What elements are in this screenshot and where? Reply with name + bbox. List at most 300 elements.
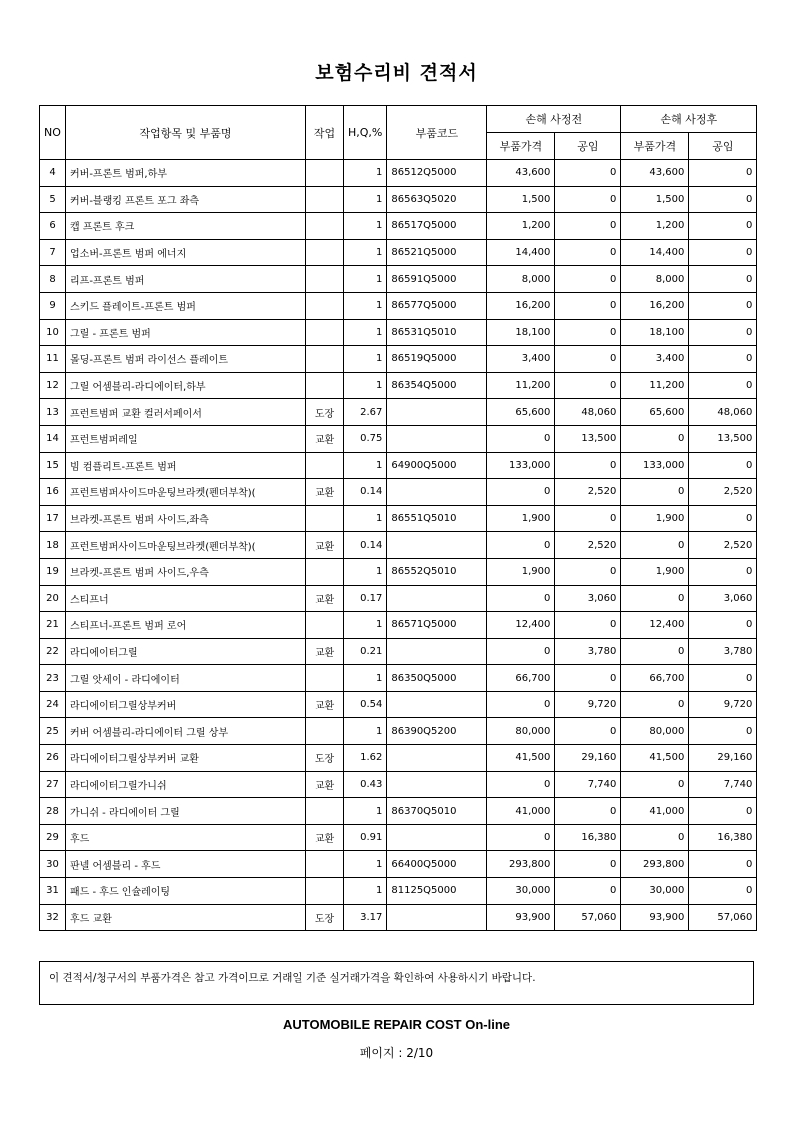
row-labor-before: 7,740 bbox=[555, 771, 621, 798]
row-no: 21 bbox=[40, 612, 66, 639]
row-work bbox=[306, 878, 344, 905]
row-part-code: 86519Q5000 bbox=[387, 346, 487, 373]
table-row bbox=[40, 771, 757, 798]
row-no: 32 bbox=[40, 904, 66, 931]
row-work: 도장 bbox=[306, 399, 344, 426]
row-labor-after: 0 bbox=[689, 452, 757, 479]
table-row bbox=[40, 266, 757, 293]
row-part-code bbox=[387, 904, 487, 931]
row-price-after: 0 bbox=[621, 532, 689, 559]
row-labor-after: 13,500 bbox=[689, 425, 757, 452]
row-labor-before: 3,060 bbox=[555, 585, 621, 612]
row-labor-after: 0 bbox=[689, 851, 757, 878]
table-row bbox=[40, 904, 757, 931]
row-price-after: 0 bbox=[621, 585, 689, 612]
row-item-name: 스티프너-프론트 범퍼 로어 bbox=[66, 612, 306, 639]
price-notice: 이 견적서/청구서의 부품가격은 참고 가격이므로 거래일 기준 실거래가격을 확인하여 사용하시기 바랍니다. bbox=[39, 961, 754, 1005]
row-work: 교환 bbox=[306, 479, 344, 506]
row-work: 교환 bbox=[306, 824, 344, 851]
row-labor-after: 0 bbox=[689, 346, 757, 373]
row-hq: 1 bbox=[344, 186, 387, 213]
row-price-before: 11,200 bbox=[487, 372, 555, 399]
row-price-after: 16,200 bbox=[621, 292, 689, 319]
row-item-name: 브라켓-프론트 범퍼 사이드,우측 bbox=[66, 558, 306, 585]
row-price-before: 133,000 bbox=[487, 452, 555, 479]
row-hq: 3.17 bbox=[344, 904, 387, 931]
row-hq: 0.14 bbox=[344, 479, 387, 506]
row-price-before: 43,600 bbox=[487, 160, 555, 187]
row-hq: 0.17 bbox=[344, 585, 387, 612]
row-labor-before: 0 bbox=[555, 346, 621, 373]
row-labor-before: 29,160 bbox=[555, 745, 621, 772]
row-hq: 1 bbox=[344, 718, 387, 745]
row-part-code bbox=[387, 425, 487, 452]
row-labor-after: 0 bbox=[689, 319, 757, 346]
row-part-code bbox=[387, 479, 487, 506]
row-price-before: 41,500 bbox=[487, 745, 555, 772]
row-labor-before: 2,520 bbox=[555, 479, 621, 506]
row-part-code: 86517Q5000 bbox=[387, 213, 487, 240]
row-hq: 0.91 bbox=[344, 824, 387, 851]
row-labor-before: 0 bbox=[555, 851, 621, 878]
row-item-name: 그릴 앗세이 - 라디에이터 bbox=[66, 665, 306, 692]
table-row bbox=[40, 372, 757, 399]
row-no: 28 bbox=[40, 798, 66, 825]
row-labor-after: 0 bbox=[689, 665, 757, 692]
row-price-after: 11,200 bbox=[621, 372, 689, 399]
row-labor-after: 0 bbox=[689, 718, 757, 745]
row-price-after: 1,500 bbox=[621, 186, 689, 213]
row-work bbox=[306, 160, 344, 187]
row-labor-after: 2,520 bbox=[689, 532, 757, 559]
row-part-code bbox=[387, 824, 487, 851]
row-price-before: 14,400 bbox=[487, 239, 555, 266]
row-labor-after: 0 bbox=[689, 292, 757, 319]
row-part-code bbox=[387, 745, 487, 772]
header-row-top bbox=[40, 106, 757, 133]
row-price-after: 0 bbox=[621, 771, 689, 798]
row-item-name: 스티프너 bbox=[66, 585, 306, 612]
row-price-after: 293,800 bbox=[621, 851, 689, 878]
row-item-name: 후드 교환 bbox=[66, 904, 306, 931]
row-labor-after: 0 bbox=[689, 612, 757, 639]
table-row bbox=[40, 239, 757, 266]
header-before: 손해 사정전 bbox=[487, 106, 621, 133]
row-labor-after: 0 bbox=[689, 798, 757, 825]
row-price-before: 0 bbox=[487, 638, 555, 665]
row-item-name: 스키드 플레이트-프론트 범퍼 bbox=[66, 292, 306, 319]
row-part-code: 86521Q5000 bbox=[387, 239, 487, 266]
row-no: 12 bbox=[40, 372, 66, 399]
row-labor-before: 2,520 bbox=[555, 532, 621, 559]
table-row bbox=[40, 425, 757, 452]
table-row bbox=[40, 319, 757, 346]
row-price-after: 0 bbox=[621, 824, 689, 851]
row-labor-before: 0 bbox=[555, 266, 621, 293]
row-item-name: 라디에이터그릴상부커버 교환 bbox=[66, 745, 306, 772]
row-price-after: 133,000 bbox=[621, 452, 689, 479]
table-row bbox=[40, 505, 757, 532]
row-price-after: 3,400 bbox=[621, 346, 689, 373]
table-row bbox=[40, 878, 757, 905]
row-item-name: 패드 - 후드 인슐레이팅 bbox=[66, 878, 306, 905]
row-item-name: 프런트범퍼사이드마운팅브라켓(펜더부착)( bbox=[66, 532, 306, 559]
row-labor-before: 0 bbox=[555, 718, 621, 745]
row-part-code: 86552Q5010 bbox=[387, 558, 487, 585]
row-no: 24 bbox=[40, 691, 66, 718]
row-price-before: 18,100 bbox=[487, 319, 555, 346]
row-price-after: 0 bbox=[621, 479, 689, 506]
row-no: 10 bbox=[40, 319, 66, 346]
row-no: 16 bbox=[40, 479, 66, 506]
row-no: 9 bbox=[40, 292, 66, 319]
row-labor-after: 3,780 bbox=[689, 638, 757, 665]
table-row bbox=[40, 691, 757, 718]
row-labor-before: 9,720 bbox=[555, 691, 621, 718]
row-hq: 1 bbox=[344, 851, 387, 878]
row-item-name: 그릴 어셈블리-라디에이터,하부 bbox=[66, 372, 306, 399]
row-labor-after: 48,060 bbox=[689, 399, 757, 426]
row-labor-after: 57,060 bbox=[689, 904, 757, 931]
row-no: 14 bbox=[40, 425, 66, 452]
row-item-name: 몰딩-프론트 범퍼 라이선스 플레이트 bbox=[66, 346, 306, 373]
row-price-before: 30,000 bbox=[487, 878, 555, 905]
footer-brand: AUTOMOBILE REPAIR COST On-line bbox=[282, 1017, 511, 1032]
row-no: 5 bbox=[40, 186, 66, 213]
row-labor-before: 0 bbox=[555, 372, 621, 399]
row-price-after: 8,000 bbox=[621, 266, 689, 293]
header-work: 작업 bbox=[306, 106, 344, 160]
row-no: 4 bbox=[40, 160, 66, 187]
row-no: 20 bbox=[40, 585, 66, 612]
row-no: 27 bbox=[40, 771, 66, 798]
row-hq: 0.21 bbox=[344, 638, 387, 665]
row-price-after: 80,000 bbox=[621, 718, 689, 745]
row-item-name: 커버-프론트 범퍼,하부 bbox=[66, 160, 306, 187]
table-row bbox=[40, 186, 757, 213]
row-price-before: 293,800 bbox=[487, 851, 555, 878]
row-part-code: 86390Q5200 bbox=[387, 718, 487, 745]
row-work bbox=[306, 346, 344, 373]
row-part-code bbox=[387, 399, 487, 426]
row-item-name: 캡 프론트 후크 bbox=[66, 213, 306, 240]
row-price-before: 1,500 bbox=[487, 186, 555, 213]
row-price-before: 0 bbox=[487, 691, 555, 718]
row-labor-before: 16,380 bbox=[555, 824, 621, 851]
header-item: 작업항목 및 부품명 bbox=[66, 106, 306, 160]
row-price-before: 8,000 bbox=[487, 266, 555, 293]
row-labor-after: 2,520 bbox=[689, 479, 757, 506]
row-part-code: 86563Q5020 bbox=[387, 186, 487, 213]
row-labor-before: 0 bbox=[555, 612, 621, 639]
row-no: 7 bbox=[40, 239, 66, 266]
row-price-after: 93,900 bbox=[621, 904, 689, 931]
row-labor-before: 0 bbox=[555, 878, 621, 905]
row-labor-before: 0 bbox=[555, 186, 621, 213]
row-item-name: 프런트범퍼사이드마운팅브라켓(펜더부착)( bbox=[66, 479, 306, 506]
table-body bbox=[40, 160, 757, 931]
row-item-name: 후드 bbox=[66, 824, 306, 851]
row-price-before: 1,900 bbox=[487, 558, 555, 585]
row-hq: 1 bbox=[344, 319, 387, 346]
header-code: 부품코드 bbox=[387, 106, 487, 160]
row-part-code: 86577Q5000 bbox=[387, 292, 487, 319]
row-work: 교환 bbox=[306, 691, 344, 718]
row-item-name: 리프-프론트 범퍼 bbox=[66, 266, 306, 293]
row-work bbox=[306, 452, 344, 479]
row-labor-before: 0 bbox=[555, 452, 621, 479]
row-no: 6 bbox=[40, 213, 66, 240]
header-after-labor: 공임 bbox=[689, 133, 757, 160]
row-price-after: 0 bbox=[621, 425, 689, 452]
row-no: 26 bbox=[40, 745, 66, 772]
row-price-before: 0 bbox=[487, 532, 555, 559]
row-price-after: 0 bbox=[621, 638, 689, 665]
table-row bbox=[40, 824, 757, 851]
row-work bbox=[306, 718, 344, 745]
row-item-name: 가니쉬 - 라디에이터 그릴 bbox=[66, 798, 306, 825]
row-hq: 1 bbox=[344, 372, 387, 399]
row-labor-after: 0 bbox=[689, 160, 757, 187]
row-labor-before: 0 bbox=[555, 798, 621, 825]
row-price-after: 0 bbox=[621, 691, 689, 718]
row-price-before: 66,700 bbox=[487, 665, 555, 692]
row-price-after: 43,600 bbox=[621, 160, 689, 187]
row-no: 13 bbox=[40, 399, 66, 426]
table-row bbox=[40, 479, 757, 506]
row-labor-before: 0 bbox=[555, 213, 621, 240]
table-row bbox=[40, 665, 757, 692]
row-hq: 1 bbox=[344, 292, 387, 319]
table-row bbox=[40, 558, 757, 585]
row-price-before: 0 bbox=[487, 771, 555, 798]
row-hq: 1 bbox=[344, 452, 387, 479]
row-price-before: 80,000 bbox=[487, 718, 555, 745]
row-part-code: 81125Q5000 bbox=[387, 878, 487, 905]
row-labor-before: 0 bbox=[555, 665, 621, 692]
row-part-code bbox=[387, 532, 487, 559]
row-work: 교환 bbox=[306, 638, 344, 665]
row-work bbox=[306, 851, 344, 878]
table-row bbox=[40, 612, 757, 639]
page-number: 페이지 : 2/10 bbox=[359, 1046, 434, 1060]
header-before-labor: 공임 bbox=[555, 133, 621, 160]
row-hq: 1 bbox=[344, 505, 387, 532]
table-row bbox=[40, 532, 757, 559]
row-hq: 0.14 bbox=[344, 532, 387, 559]
row-labor-after: 0 bbox=[689, 558, 757, 585]
row-part-code: 86551Q5010 bbox=[387, 505, 487, 532]
row-labor-after: 0 bbox=[689, 505, 757, 532]
row-work bbox=[306, 213, 344, 240]
row-no: 30 bbox=[40, 851, 66, 878]
row-no: 22 bbox=[40, 638, 66, 665]
row-no: 25 bbox=[40, 718, 66, 745]
row-price-before: 0 bbox=[487, 479, 555, 506]
table-row bbox=[40, 399, 757, 426]
row-no: 18 bbox=[40, 532, 66, 559]
row-price-before: 0 bbox=[487, 425, 555, 452]
row-labor-after: 0 bbox=[689, 372, 757, 399]
row-work bbox=[306, 266, 344, 293]
row-hq: 1 bbox=[344, 798, 387, 825]
header-hq: H,Q,% bbox=[344, 106, 387, 160]
row-price-after: 30,000 bbox=[621, 878, 689, 905]
row-price-before: 1,900 bbox=[487, 505, 555, 532]
row-item-name: 커버 어셈블리-라디에이터 그릴 상부 bbox=[66, 718, 306, 745]
row-part-code: 86350Q5000 bbox=[387, 665, 487, 692]
table-row bbox=[40, 160, 757, 187]
row-part-code: 86370Q5010 bbox=[387, 798, 487, 825]
row-hq: 1 bbox=[344, 612, 387, 639]
row-part-code: 86354Q5000 bbox=[387, 372, 487, 399]
row-work bbox=[306, 505, 344, 532]
row-part-code: 66400Q5000 bbox=[387, 851, 487, 878]
row-hq: 1 bbox=[344, 239, 387, 266]
row-item-name: 빔 컴플리트-프론트 범퍼 bbox=[66, 452, 306, 479]
row-no: 31 bbox=[40, 878, 66, 905]
row-hq: 0.54 bbox=[344, 691, 387, 718]
row-price-after: 18,100 bbox=[621, 319, 689, 346]
row-price-before: 3,400 bbox=[487, 346, 555, 373]
row-hq: 1 bbox=[344, 266, 387, 293]
row-price-before: 1,200 bbox=[487, 213, 555, 240]
table-row bbox=[40, 798, 757, 825]
row-labor-after: 0 bbox=[689, 239, 757, 266]
row-no: 15 bbox=[40, 452, 66, 479]
row-no: 29 bbox=[40, 824, 66, 851]
row-labor-before: 13,500 bbox=[555, 425, 621, 452]
row-price-before: 93,900 bbox=[487, 904, 555, 931]
table-row bbox=[40, 346, 757, 373]
row-part-code: 64900Q5000 bbox=[387, 452, 487, 479]
row-price-after: 41,000 bbox=[621, 798, 689, 825]
row-item-name: 그릴 - 프론트 범퍼 bbox=[66, 319, 306, 346]
row-labor-before: 0 bbox=[555, 505, 621, 532]
row-price-after: 1,200 bbox=[621, 213, 689, 240]
table-row bbox=[40, 851, 757, 878]
row-hq: 1 bbox=[344, 346, 387, 373]
row-hq: 1.62 bbox=[344, 745, 387, 772]
row-item-name: 라디에이터그릴 bbox=[66, 638, 306, 665]
row-labor-after: 3,060 bbox=[689, 585, 757, 612]
row-labor-after: 16,380 bbox=[689, 824, 757, 851]
row-part-code bbox=[387, 771, 487, 798]
row-labor-before: 0 bbox=[555, 319, 621, 346]
row-work: 교환 bbox=[306, 771, 344, 798]
row-item-name: 브라켓-프론트 범퍼 사이드,좌측 bbox=[66, 505, 306, 532]
row-item-name: 라디에이터그릴가니쉬 bbox=[66, 771, 306, 798]
table-row bbox=[40, 638, 757, 665]
row-price-before: 12,400 bbox=[487, 612, 555, 639]
row-price-after: 14,400 bbox=[621, 239, 689, 266]
row-item-name: 커버-블랭킹 프론트 포그 좌측 bbox=[66, 186, 306, 213]
table-row bbox=[40, 745, 757, 772]
row-work bbox=[306, 798, 344, 825]
row-hq: 1 bbox=[344, 160, 387, 187]
estimate-table bbox=[39, 105, 757, 931]
row-labor-after: 0 bbox=[689, 878, 757, 905]
header-after-part-price: 부품가격 bbox=[621, 133, 689, 160]
row-item-name: 라디에이터그릴상부커버 bbox=[66, 691, 306, 718]
row-labor-before: 0 bbox=[555, 558, 621, 585]
row-part-code bbox=[387, 585, 487, 612]
table-row bbox=[40, 213, 757, 240]
row-price-after: 65,600 bbox=[621, 399, 689, 426]
row-part-code bbox=[387, 691, 487, 718]
row-price-before: 0 bbox=[487, 585, 555, 612]
row-labor-after: 7,740 bbox=[689, 771, 757, 798]
row-work: 교환 bbox=[306, 425, 344, 452]
row-work bbox=[306, 292, 344, 319]
row-labor-before: 0 bbox=[555, 239, 621, 266]
row-no: 8 bbox=[40, 266, 66, 293]
row-hq: 0.43 bbox=[344, 771, 387, 798]
table-row bbox=[40, 292, 757, 319]
row-item-name: 프런트범퍼레일 bbox=[66, 425, 306, 452]
row-hq: 0.75 bbox=[344, 425, 387, 452]
row-no: 23 bbox=[40, 665, 66, 692]
row-labor-after: 0 bbox=[689, 266, 757, 293]
row-part-code: 86531Q5010 bbox=[387, 319, 487, 346]
row-price-before: 65,600 bbox=[487, 399, 555, 426]
row-item-name: 판넬 어셈블리 - 후드 bbox=[66, 851, 306, 878]
table-row bbox=[40, 452, 757, 479]
row-part-code bbox=[387, 638, 487, 665]
row-item-name: 업소버-프론트 범퍼 에너지 bbox=[66, 239, 306, 266]
row-labor-before: 0 bbox=[555, 160, 621, 187]
row-no: 11 bbox=[40, 346, 66, 373]
row-work: 도장 bbox=[306, 904, 344, 931]
row-hq: 1 bbox=[344, 665, 387, 692]
row-work bbox=[306, 665, 344, 692]
row-no: 19 bbox=[40, 558, 66, 585]
row-work bbox=[306, 558, 344, 585]
row-hq: 1 bbox=[344, 878, 387, 905]
row-work: 교환 bbox=[306, 532, 344, 559]
header-before-part-price: 부품가격 bbox=[487, 133, 555, 160]
header-no: NO bbox=[40, 106, 66, 160]
row-no: 17 bbox=[40, 505, 66, 532]
row-work bbox=[306, 612, 344, 639]
row-part-code: 86591Q5000 bbox=[387, 266, 487, 293]
row-hq: 1 bbox=[344, 558, 387, 585]
row-item-name: 프런트범퍼 교환 컬러서페이서 bbox=[66, 399, 306, 426]
row-hq: 1 bbox=[344, 213, 387, 240]
row-work bbox=[306, 372, 344, 399]
row-labor-before: 3,780 bbox=[555, 638, 621, 665]
row-hq: 2.67 bbox=[344, 399, 387, 426]
row-work: 도장 bbox=[306, 745, 344, 772]
row-labor-before: 57,060 bbox=[555, 904, 621, 931]
row-price-before: 41,000 bbox=[487, 798, 555, 825]
row-part-code: 86512Q5000 bbox=[387, 160, 487, 187]
document-title: 보험수리비 견적서 bbox=[315, 62, 478, 84]
row-price-after: 41,500 bbox=[621, 745, 689, 772]
row-price-after: 1,900 bbox=[621, 505, 689, 532]
header-after: 손해 사정후 bbox=[621, 106, 757, 133]
row-labor-before: 48,060 bbox=[555, 399, 621, 426]
row-labor-after: 0 bbox=[689, 213, 757, 240]
row-price-after: 1,900 bbox=[621, 558, 689, 585]
table-row bbox=[40, 585, 757, 612]
row-work bbox=[306, 186, 344, 213]
row-price-before: 16,200 bbox=[487, 292, 555, 319]
row-labor-after: 0 bbox=[689, 186, 757, 213]
row-price-after: 66,700 bbox=[621, 665, 689, 692]
row-work bbox=[306, 239, 344, 266]
row-labor-before: 0 bbox=[555, 292, 621, 319]
